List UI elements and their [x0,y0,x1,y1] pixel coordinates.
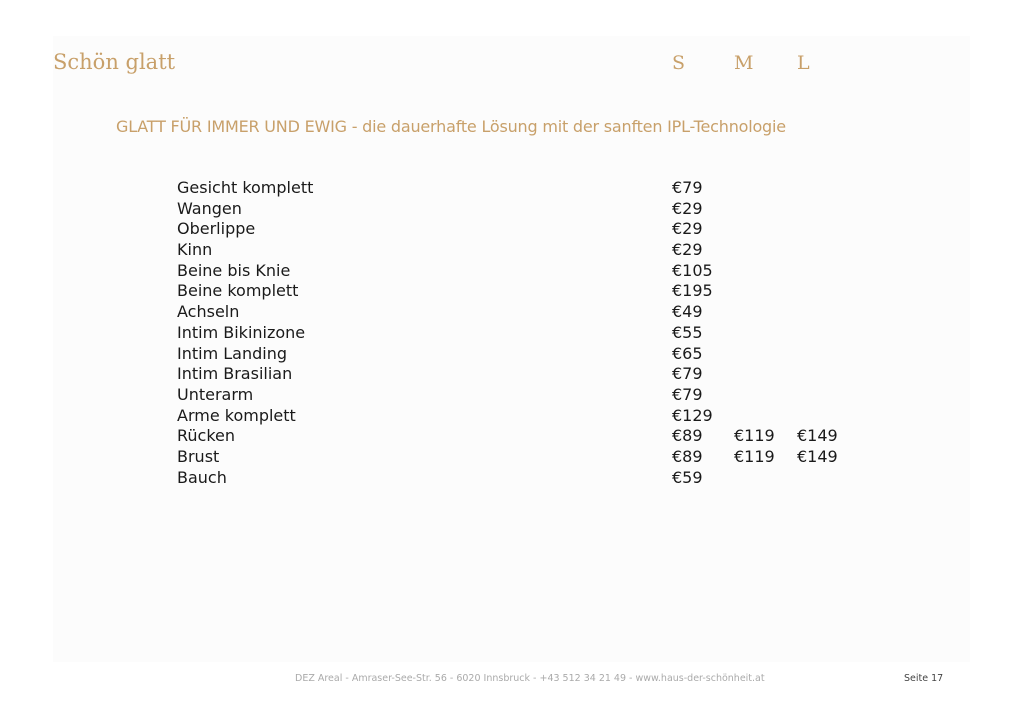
treatment-name: Gesicht komplett [177,178,314,197]
treatment-name: Intim Landing [177,343,288,363]
treatment-name: Achseln [177,302,240,322]
price-row [0,385,1024,406]
price-row [0,364,1024,385]
treatment-name: Beine bis Knie [177,260,291,280]
price-s: €29 [672,240,703,260]
price-row [0,199,1024,220]
price-s: €65 [672,343,703,363]
price-row [0,261,1024,282]
treatment-name: Intim Bikinizone [177,322,306,342]
treatment-name: Wangen [177,198,242,218]
price-s: €129 [672,405,713,425]
price-row [0,219,1024,240]
price-l: €149 [797,426,838,446]
treatment-name: Rücken [177,426,236,446]
price-s: €29 [672,219,703,239]
treatment-name: Brust [177,446,220,466]
price-s: €89 [672,426,703,446]
treatment-name: Oberlippe [177,219,256,239]
price-s: €79 [672,178,703,197]
treatment-name: Kinn [177,240,213,260]
page-number: Seite 17 [904,673,944,684]
price-row [0,323,1024,344]
price-l: €149 [797,446,838,466]
treatment-name: Unterarm [177,384,254,404]
price-row [0,281,1024,302]
treatment-name: Beine komplett [177,281,299,301]
price-row [0,468,1024,489]
price-s: €49 [672,302,703,322]
price-list [0,178,1024,488]
size-header-s: S [672,52,686,74]
size-header-m: M [734,52,754,74]
price-row [0,426,1024,447]
price-row [0,447,1024,468]
price-m: €119 [734,426,775,446]
price-m: €119 [734,446,775,466]
treatment-name: Bauch [177,467,227,487]
price-s: €105 [672,260,713,280]
price-s: €79 [672,384,703,404]
price-s: €59 [672,467,703,487]
page-title: Schön glatt [53,50,176,74]
price-row [0,302,1024,323]
price-s: €79 [672,364,703,384]
treatment-name: Intim Brasilian [177,364,293,384]
price-row [0,406,1024,427]
price-row [0,240,1024,261]
section-subtitle: GLATT FÜR IMMER UND EWIG - die dauerhafte Lösung mit der sanften IPL-Technologie [116,117,786,136]
size-header-l: L [797,52,810,74]
treatment-name: Arme komplett [177,405,296,425]
price-s: €55 [672,322,703,342]
price-s: €195 [672,281,713,301]
price-row [0,344,1024,365]
footer-address: DEZ Areal - Amraser-See-Str. 56 - 6020 Innsbruck - +43 512 34 21 49 - www.haus-der-schönheit.at [295,673,765,684]
price-row [0,178,1024,199]
price-s: €29 [672,198,703,218]
price-s: €89 [672,446,703,466]
